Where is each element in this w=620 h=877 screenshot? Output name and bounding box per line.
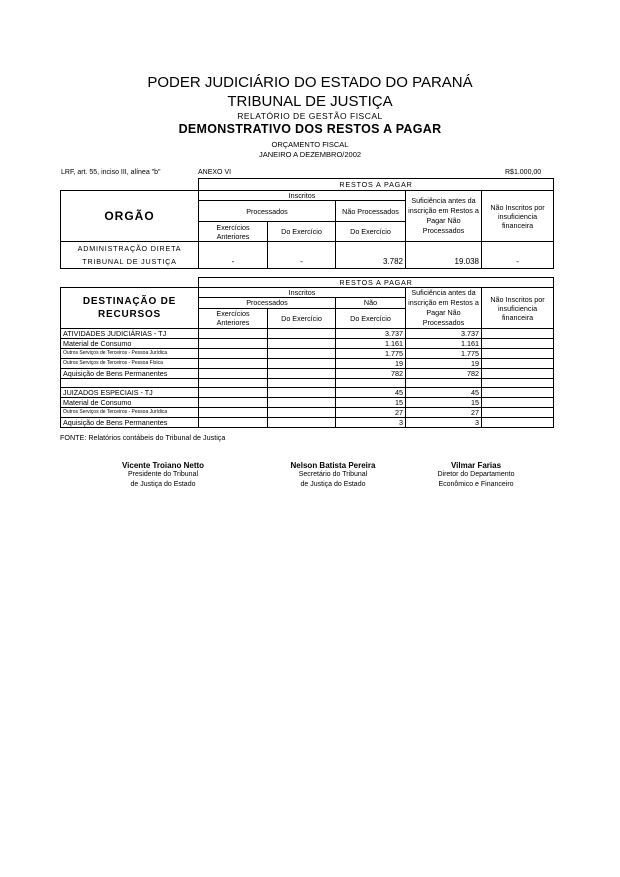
- signatory-name: Vicente Troiano Netto: [121, 461, 205, 470]
- signatory-title: Secretário do Tribunal: [298, 471, 368, 478]
- row-nproc: 15: [336, 398, 406, 408]
- row-label: JUIZADOS ESPECIAIS - TJ: [61, 388, 199, 398]
- nao-header-2: Não: [336, 298, 406, 308]
- spacer-row: [61, 379, 554, 388]
- table-row: [61, 339, 554, 349]
- signatory-name: Vilmar Farias: [450, 461, 502, 470]
- row-nproc: 19: [336, 359, 406, 369]
- org-line1: ADMINISTRAÇÃO DIRETA: [61, 242, 199, 256]
- value-exercicio: -: [268, 256, 336, 269]
- row-nproc: 1.775: [336, 349, 406, 359]
- table-row: [61, 359, 554, 369]
- destinacao-table: [60, 277, 554, 428]
- value-nao-processados: 3.782: [336, 256, 406, 269]
- table-row: [61, 398, 554, 408]
- inscritos-header-2: Inscritos: [199, 288, 406, 298]
- row-nproc: 3.737: [336, 329, 406, 339]
- row-label: ATIVIDADES JUDICIÁRIAS - TJ: [61, 329, 199, 339]
- signatory-name: Nelson Batista Pereira: [290, 461, 376, 470]
- exercicios-anteriores-header-2: Exercícios Anteriores: [199, 308, 268, 329]
- row-nproc: 27: [336, 408, 406, 418]
- table-row: [61, 369, 554, 379]
- row-label: Material de Consumo: [61, 398, 199, 408]
- header-title: PODER JUDICIÁRIO DO ESTADO DO PARANÁ: [147, 74, 473, 91]
- do-exercicio-nproc-header: Do Exercício: [336, 222, 406, 242]
- row-nproc: 782: [336, 369, 406, 379]
- row-suf: 27: [406, 408, 482, 418]
- table-row: [61, 349, 554, 359]
- suficiencia-header-2: Suficiência antes da inscrição em Restos a Pagar Não Processados: [406, 288, 482, 329]
- signatory-title: de Justiça do Estado: [130, 481, 196, 488]
- lrf-reference: LRF, art. 55, inciso III, alínea "b": [61, 169, 161, 176]
- document-title: DEMONSTRATIVO DOS RESTOS A PAGAR: [178, 122, 442, 136]
- do-exercicio-header-2: Do Exercício: [268, 308, 336, 329]
- source-note: FONTE: Relatórios contábeis do Tribunal de Justiça: [60, 433, 226, 442]
- inscritos-header: Inscritos: [199, 191, 406, 201]
- row-label: Outros Serviços de Terceiros - Pessoa Jurídica: [61, 408, 199, 418]
- restos-header: RESTOS A PAGAR: [199, 179, 554, 191]
- table-row: [61, 388, 554, 398]
- row-label: Material de Consumo: [61, 339, 199, 349]
- signature-block: [253, 461, 413, 490]
- row-suf: 3: [406, 418, 482, 428]
- table-row: [61, 408, 554, 418]
- row-suf: 3.737: [406, 329, 482, 339]
- suficiencia-header: Suficiência antes da inscrição em Restos a Pagar Não Processados: [406, 191, 482, 242]
- row-label: Aquisição de Bens Permanentes: [61, 369, 199, 379]
- nao-processados-header: Não Processados: [336, 201, 406, 222]
- restos-header-2: RESTOS A PAGAR: [199, 278, 554, 288]
- signatory-title: Econômico e Financeiro: [438, 481, 514, 488]
- period: JANEIRO A DEZEMBRO/2002: [258, 150, 362, 159]
- do-exercicio-header: Do Exercício: [268, 222, 336, 242]
- signatory-title: Diretor do Departamento: [437, 471, 515, 478]
- table-row: [61, 329, 554, 339]
- row-nproc: 45: [336, 388, 406, 398]
- table-row: [61, 418, 554, 428]
- row-label: Aquisição de Bens Permanentes: [61, 418, 199, 428]
- row-suf: 1.161: [406, 339, 482, 349]
- unit-label: R$1.000,00: [505, 169, 542, 176]
- row-suf: 19: [406, 359, 482, 369]
- value-nao-inscritos: -: [482, 256, 554, 269]
- row-nproc: 1.161: [336, 339, 406, 349]
- nao-inscritos-header: Não Inscritos por insuficiencia financeira: [482, 191, 554, 242]
- annex-label: ANEXO VI: [198, 169, 232, 176]
- orgao-table: [60, 178, 554, 269]
- row-suf: 782: [406, 369, 482, 379]
- header-subtitle: TRIBUNAL DE JUSTIÇA: [227, 93, 393, 110]
- destinacao-header: DESTINAÇÃO DE RECURSOS: [61, 288, 199, 329]
- orgao-header: ORGÃO: [61, 191, 199, 242]
- signatory-title: Presidente do Tribunal: [127, 471, 199, 478]
- value-anteriores: -: [199, 256, 268, 269]
- row-suf: 45: [406, 388, 482, 398]
- budget-type: ORÇAMENTO FISCAL: [271, 140, 349, 149]
- value-suficiencia: 19.038: [406, 256, 482, 269]
- report-name: RELATÓRIO DE GESTÃO FISCAL: [237, 111, 383, 121]
- signatory-title: de Justiça do Estado: [300, 481, 366, 488]
- nao-inscritos-header-2: Não Inscritos por insuficiencia financeira: [482, 288, 554, 329]
- row-nproc: 3: [336, 418, 406, 428]
- row-suf: 1.775: [406, 349, 482, 359]
- processados-header-2: Processados: [199, 298, 336, 308]
- signature-block: [83, 461, 243, 490]
- signature-block: [396, 461, 556, 490]
- row-label: Outros Serviços de Terceiros - Pessoa Jurídica: [61, 349, 199, 359]
- row-suf: 15: [406, 398, 482, 408]
- row-label: Outros Serviços de Terceiros - Pessoa Física: [61, 359, 199, 369]
- org-line2: TRIBUNAL DE JUSTIÇA: [61, 256, 199, 269]
- do-exercicio-nproc-header-2: Do Exercício: [336, 308, 406, 329]
- processados-header: Processados: [199, 201, 336, 222]
- exercicios-anteriores-header: Exercícios Anteriores: [199, 222, 268, 242]
